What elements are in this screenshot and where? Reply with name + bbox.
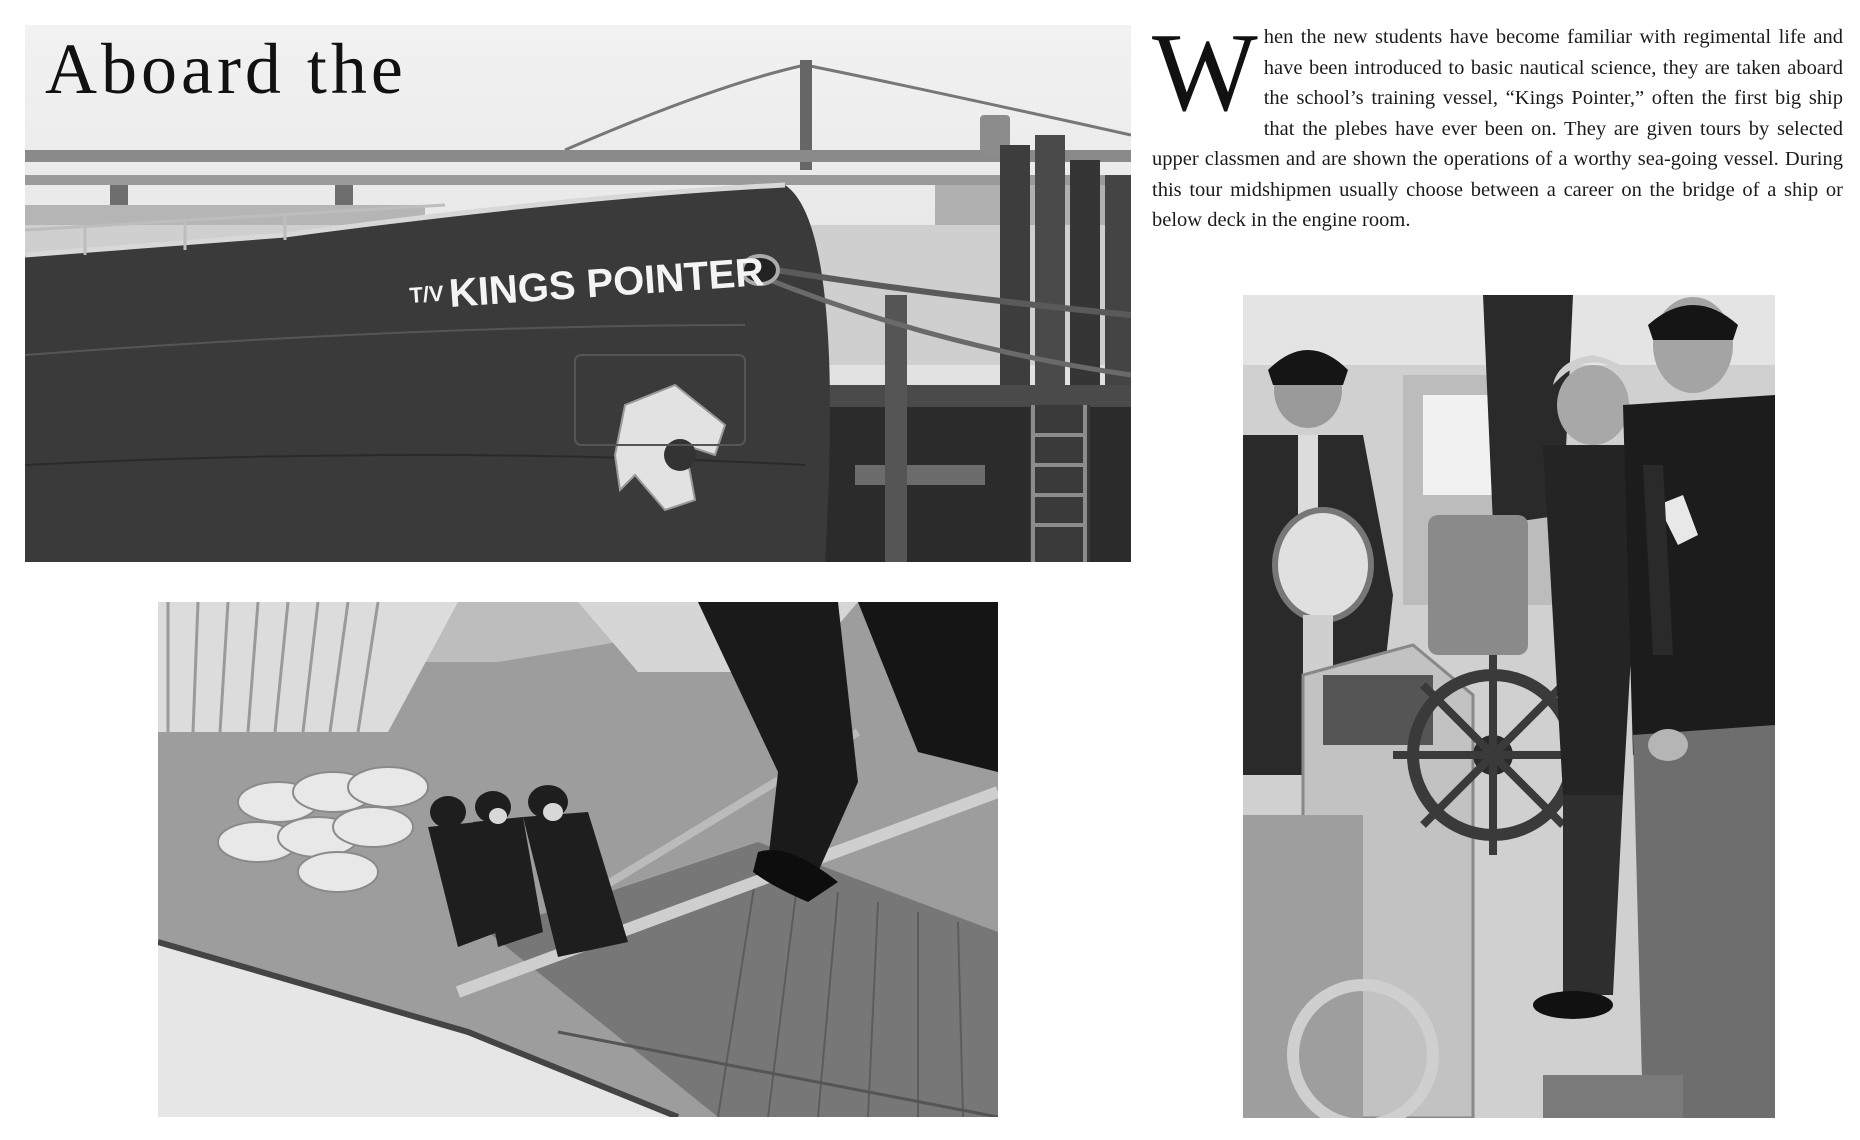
ship-bridge-illustration	[1243, 295, 1775, 1118]
hull-name: KINGS POINTER	[447, 250, 766, 316]
gangway-illustration	[158, 602, 998, 1117]
hull-name-prefix: T/V	[408, 280, 445, 308]
article-body	[1152, 11, 1843, 236]
page-headline: Aboard the	[45, 29, 407, 109]
article-text: hen the new students have become familiar with regimental life and have been introduced to basic nautical science, they are taken aboard the school’s training vessel, “Kings Pointer,” often the first big ship that the plebes have ever been on. They are given tours by selected upper classmen and are shown the operations of a worthy sea-going vessel. During this tour midshipmen usually choose between a career on the bridge of a ship or below deck in the engine room.	[1152, 26, 1843, 231]
gangway-boarding-photo	[158, 602, 998, 1117]
drop-cap: W	[1152, 11, 1258, 135]
ship-bridge-photo	[1243, 295, 1775, 1118]
